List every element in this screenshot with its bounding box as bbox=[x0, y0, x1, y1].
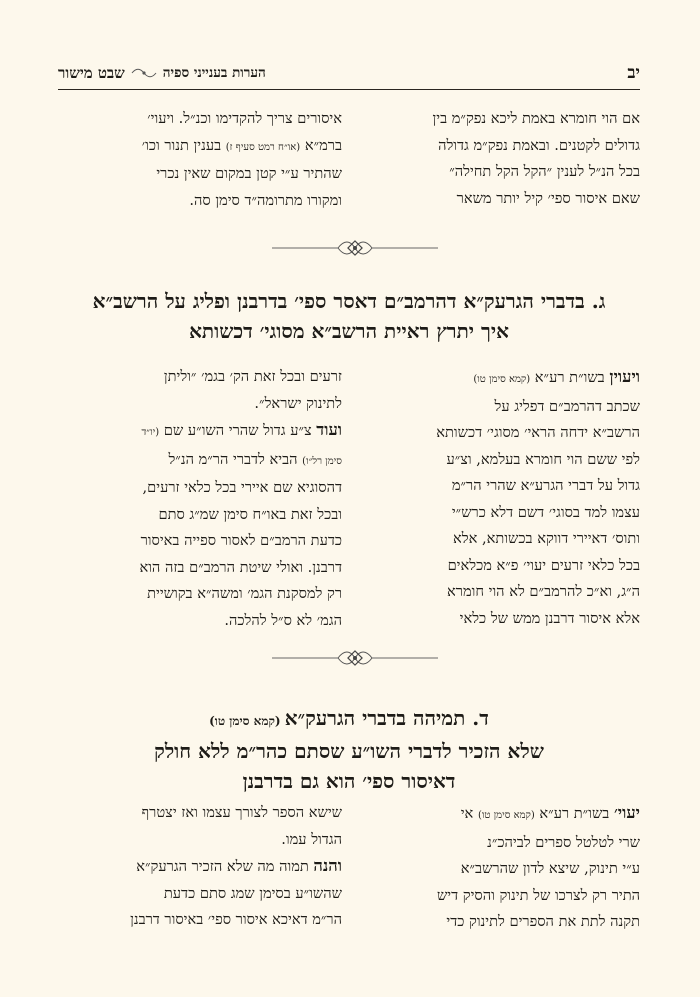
text-line: עצמו למד בסוגי׳ דשם דלא כרש״י bbox=[451, 503, 640, 521]
book-title: שבט מישור bbox=[58, 63, 125, 82]
text-line: סימן רל״ו) הביא לדברי הר״מ הנ״ל bbox=[168, 450, 342, 468]
text-line: זרעים ובכל זאת הק׳ בגמ׳ ״וליתן bbox=[163, 368, 342, 385]
text-line: התיר רק לצרכו של תינוק והסיק דיש bbox=[436, 886, 640, 904]
text-line: ברמ״א (או״ח רמט סעיף ז) בענין תנור וכו׳ bbox=[141, 136, 342, 154]
text-line: שהתיר ע״י קטן במקום שאין נכרי bbox=[156, 165, 342, 182]
citation: (קמא סימן טו) bbox=[473, 374, 531, 385]
text-line: הגדול עמו. bbox=[281, 830, 342, 848]
text-line: בכל כלאי זרעים יעוי׳ פ״א מכלאים bbox=[447, 556, 640, 574]
column-right bbox=[356, 364, 640, 634]
text-line: איסורים צריך להקדימו וכנ״ל. ויעוי׳ bbox=[147, 110, 342, 127]
text-block-1 bbox=[58, 106, 640, 214]
header-titles bbox=[58, 64, 266, 83]
column-right bbox=[356, 800, 640, 936]
text-line: שרי לטלטל ספרים לביהכ״נ bbox=[487, 833, 640, 851]
text-line: שישא הספר לצורך עצמו ואז יצטרף bbox=[141, 804, 342, 821]
text-line: רק למסקנת הגמ׳ ומשה״א בקושיית bbox=[147, 585, 342, 602]
running-title: הערות בענייני ספיה bbox=[162, 65, 266, 81]
heading-line: שלא הזכיר לדברי השו״ע שסתם כהר״מ ללא חולק bbox=[154, 739, 544, 763]
lead-word: והנה bbox=[313, 856, 342, 875]
page-number: יב bbox=[627, 63, 640, 83]
citation: (יו״ד bbox=[141, 427, 160, 438]
lead-word: ויעוין bbox=[609, 367, 640, 386]
citation: (או״ח רמט סעיף ז) bbox=[225, 141, 301, 153]
text-line: שאם איסור ספי׳ קיל יותר משאר bbox=[456, 189, 640, 207]
text-block-3 bbox=[58, 800, 640, 936]
column-left bbox=[58, 106, 342, 214]
lead-word: ועוד bbox=[316, 420, 342, 439]
heading-line: דאיסור ספי׳ הוא גם בדרבנן bbox=[242, 769, 456, 793]
section-divider-ornament-icon bbox=[270, 646, 440, 670]
citation: (קמא סימן טו) bbox=[477, 810, 535, 821]
text-line: בכל הנ״ל לענין ״הקל הקל תחילה״ bbox=[449, 163, 640, 180]
text-line: אם הוי חומרא באמת ליכא נפק״מ בין bbox=[432, 110, 640, 127]
column-left bbox=[58, 800, 342, 936]
text-line: והנה תמוה מה שלא הזכיר הגרעק״א bbox=[136, 856, 342, 875]
running-header bbox=[58, 58, 640, 88]
section-divider-ornament-icon bbox=[270, 236, 440, 260]
text-line: ותוס׳ דאיירי דווקא בכשותא, אלא bbox=[453, 530, 640, 547]
text-line: כדעת הרמב״ם לאסור ספייה באיסור bbox=[140, 532, 342, 549]
section-heading-d bbox=[58, 703, 640, 796]
text-line: ובכל זאת באו״ח סימן שמ״ג סתם bbox=[158, 505, 342, 523]
heading-line: ד. תמיהה בדברי הגרעק״א (קמא סימן טו) bbox=[209, 706, 489, 730]
text-line: אלא איסור דרבנן ממש של כלאי bbox=[459, 609, 640, 627]
text-line: שכתב דהרמב״ם דפליג על bbox=[494, 397, 640, 415]
header-rule bbox=[58, 89, 640, 90]
text-line: ה״ג, וא״כ להרמב״ם לא הוי חומרא bbox=[447, 583, 640, 600]
text-line: דהסוגיא שם איירי בכל כלאי זרעים, bbox=[142, 479, 342, 496]
text-line: לפי ששם הוי חומרא בעלמא, וצ״ע bbox=[446, 450, 640, 468]
text-line: גדול על דברי הגרע״א שהרי הר״מ bbox=[451, 477, 640, 494]
text-line: יעוי׳ בשו״ת רע״א (קמא סימן טו) אי bbox=[460, 803, 640, 822]
header-ornament-icon bbox=[131, 67, 157, 79]
text-line: ועוד צ״ע גדול שהרי השו״ע שם (יו״ד bbox=[141, 420, 342, 439]
text-line: הר״מ דאיכא איסור ספי׳ באיסור דרבנן bbox=[130, 911, 342, 928]
text-line: ע״י תינוק, שיצא לדון שהרשב״א bbox=[460, 860, 640, 877]
text-line: תקנה לתת את הספרים לתינוק כדי bbox=[446, 913, 640, 930]
text-line: שהשו״ע בסימן שמג סתם כדעת bbox=[163, 884, 342, 902]
text-line: הגמ׳ לא ס״ל להלכה. bbox=[224, 611, 342, 629]
column-right bbox=[356, 106, 640, 214]
column-left bbox=[58, 364, 342, 634]
heading-line: איך יתרץ ראיית הרשב״א מסוגי׳ דכשותא bbox=[189, 319, 509, 343]
section-heading-g bbox=[58, 286, 640, 346]
citation: סימן רל״ו) bbox=[302, 455, 342, 467]
lead-word: יעוי׳ bbox=[613, 803, 640, 822]
text-block-2 bbox=[58, 364, 640, 634]
text-line: לתינוק ישראל״. bbox=[254, 394, 342, 412]
text-line: ויעוין בשו״ת רע״א (קמא סימן טו) bbox=[473, 367, 640, 386]
heading-line: ג. בדברי הגרעק״א דהרמב״ם דאסר ספי׳ בדרבנן ופליג על הרשב״א bbox=[92, 289, 606, 313]
citation: (קמא סימן טו) bbox=[209, 714, 285, 728]
text-line: דרבנן. ואולי שיטת הרמב״ם בזה הוא bbox=[139, 558, 342, 576]
text-line: הרשב״א ידחה הראי׳ מסוגי׳ דכשותא bbox=[436, 424, 640, 441]
text-line: ומקורו מתרומה״ד סימן סה. bbox=[189, 191, 342, 209]
text-line: גדולים לקטנים. ובאמת נפק״מ גדולה bbox=[438, 136, 640, 154]
